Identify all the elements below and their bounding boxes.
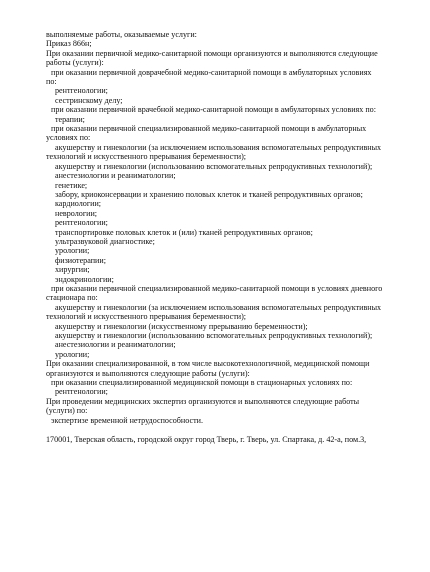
text-line: При проведении медицинских экспертиз организуются и выполняются следующие работы: [46, 396, 360, 406]
text-line: рентгенологии;: [55, 86, 108, 96]
text-line: акушерству и гинекологии (искусственному прерыванию беременности);: [55, 321, 308, 331]
text-line: стационара по:: [46, 293, 98, 303]
text-line: работы (услуги):: [46, 58, 104, 68]
text-line: терапии;: [55, 114, 85, 124]
text-line: экспертизе временной нетрудоспособности.: [51, 415, 203, 425]
text-line: эндокринологии;: [55, 274, 114, 284]
text-line: урологии;: [55, 349, 90, 359]
text-line: рентгенологии;: [55, 218, 108, 228]
text-line: выполняемые работы, оказываемые услуги:: [46, 30, 197, 39]
text-line: технологий и искусственного прерывания беременности);: [46, 312, 247, 322]
text-line: хирургии;: [55, 265, 90, 275]
text-line: анестезиологии и реаниматологии;: [55, 340, 176, 350]
text-line: при оказании специализированной медицинской помощи в стационарных условиях по:: [51, 378, 353, 388]
text-line: технологий и искусственного прерывания беременности);: [46, 152, 247, 162]
text-line: анестезиологии и реаниматологии;: [55, 171, 176, 181]
text-line: ультразвуковой диагностике;: [55, 236, 155, 246]
text-line: при оказании первичной специализированной медико-санитарной помощи в условиях дневного: [51, 283, 383, 293]
text-line: при оказании первичной врачебной медико-санитарной помощи в амбулаторных условиях по:: [51, 105, 376, 115]
text-line: транспортировке половых клеток и (или) тканей репродуктивных органов;: [55, 227, 313, 237]
address-line: 170001, Тверская область, городской округ город Тверь, г. Тверь, ул. Спартака, д. 42-а, пом.3,: [46, 435, 367, 445]
text-line: неврологии;: [55, 208, 98, 218]
text-line: акушерству и гинекологии (использованию вспомогательных репродуктивных технологий);: [55, 331, 373, 340]
text-line: организуются и выполняются следующие работы (услуги):: [46, 368, 250, 378]
text-line: кардиологии;: [55, 199, 102, 209]
text-line: акушерству и гинекологии (за исключением использования вспомогательных репродуктивных: [55, 142, 382, 152]
text-line: по:: [46, 77, 57, 87]
text-line: При оказании специализированной, в том числе высокотехнологичной, медицинской помощи: [46, 359, 370, 369]
text-line: физиотерапии;: [55, 255, 106, 265]
text-line: Приказ 866н;: [46, 39, 92, 49]
text-line: рентгенологии;: [55, 387, 108, 397]
text-line: акушерству и гинекологии (использованию вспомогательных репродуктивных технологий);: [55, 161, 373, 171]
text-line: урологии;: [55, 246, 90, 256]
document-body: [46, 30, 420, 425]
text-line: (услуги) по:: [46, 406, 88, 416]
text-line: акушерству и гинекологии (за исключением использования вспомогательных репродуктивных: [55, 302, 382, 312]
text-line: сестринскому делу;: [55, 95, 123, 105]
text-line: при оказании первичной специализированной медико-санитарной помощи в амбулаторных: [51, 124, 367, 134]
text-line: забору, криоконсервации и хранению половых клеток и тканей репродуктивных органов;: [55, 189, 363, 199]
text-line: условиях по:: [46, 133, 91, 143]
text-line: При оказании первичной медико-санитарной помощи организуются и выполняются следующие: [46, 48, 378, 58]
text-line: при оказании первичной доврачебной медико-санитарной помощи в амбулаторных условиях: [51, 67, 372, 77]
text-line: генетике;: [55, 180, 88, 190]
